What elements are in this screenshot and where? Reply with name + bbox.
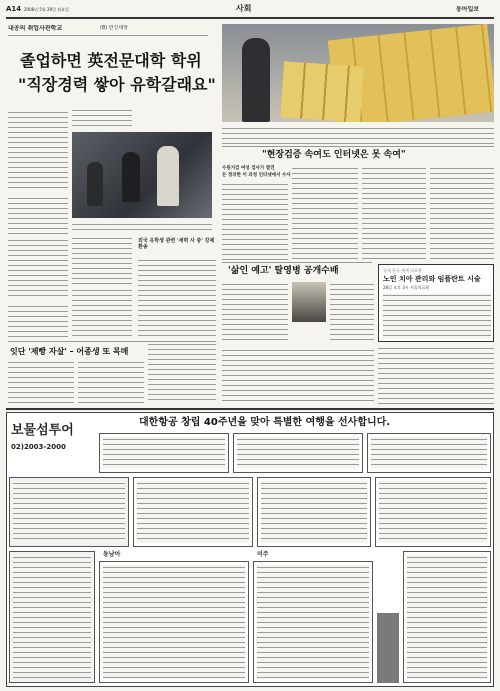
travel-headline: 대한항공 창립 40주년을 맞아 특별한 여행을 선사합니다. bbox=[139, 417, 391, 428]
lead-photo bbox=[72, 132, 212, 218]
lead-kicker: 내공의 취업사관학교 bbox=[8, 25, 63, 32]
mid-col-c bbox=[72, 288, 132, 338]
story4-body-3 bbox=[148, 342, 216, 404]
story2-headline: '삶인 예고' 탈영병 공개수배 bbox=[228, 266, 339, 276]
story3-body bbox=[138, 258, 216, 338]
lead-photo-figure bbox=[87, 162, 103, 206]
travel-phone: 02)2003-2000 bbox=[11, 443, 66, 451]
ad-cell bbox=[133, 477, 253, 547]
banknote-sheet bbox=[280, 61, 364, 122]
ad-cell bbox=[257, 477, 371, 547]
mid-col-d bbox=[8, 304, 68, 338]
ad-cell bbox=[367, 433, 491, 473]
ad-cell bbox=[375, 477, 491, 547]
mid-col-a bbox=[72, 236, 132, 284]
sidebar-body-3 bbox=[362, 166, 426, 260]
lead-kicker-rule bbox=[8, 35, 208, 36]
lead-body-col1b bbox=[8, 196, 68, 234]
issue-date: 2006년 5월 29일 월요일 bbox=[24, 7, 69, 12]
lead-photo-figure bbox=[122, 152, 140, 202]
sidebar-subhead1: 수원지검 여성 검사가 발견 bbox=[222, 166, 275, 171]
money-caption-lines bbox=[222, 126, 494, 144]
story2-rule bbox=[222, 262, 372, 263]
section-name: 사회 bbox=[236, 4, 252, 13]
story4-body-1 bbox=[8, 360, 74, 404]
dental-ad-title: 노인 치아 관리와 임플란트 시술 bbox=[383, 275, 481, 283]
story4-body-2 bbox=[78, 360, 144, 404]
dental-ad-kicker: 국제 한국·세계 의료원 bbox=[383, 268, 422, 273]
paper-name: 동아일보 bbox=[456, 6, 480, 13]
travel-brand-name: 보물섬투어 bbox=[11, 423, 74, 438]
sidebar-body-4 bbox=[430, 166, 494, 260]
sidebar-body-2 bbox=[292, 166, 358, 260]
travel-ad bbox=[6, 412, 494, 687]
lead-kicker2: (8) 한신대학 bbox=[100, 25, 128, 31]
bottom-mid-body bbox=[222, 348, 374, 404]
money-photo-person bbox=[242, 38, 270, 122]
masthead-rule bbox=[6, 17, 494, 19]
bottom-right-body bbox=[378, 346, 494, 404]
money-photo bbox=[222, 24, 494, 122]
ad-cell bbox=[233, 433, 363, 473]
ad-cell bbox=[9, 477, 129, 547]
ad-cell bbox=[99, 433, 229, 473]
ad-cell bbox=[9, 551, 95, 683]
mid-col-b bbox=[8, 238, 68, 300]
lead-headline-1: 졸업하면 英전문대학 학위 bbox=[20, 51, 202, 70]
masthead bbox=[6, 4, 494, 16]
ad-cell bbox=[403, 551, 491, 683]
lead-body-col2 bbox=[72, 108, 132, 128]
story2-body-1 bbox=[222, 282, 288, 344]
story2-body-2 bbox=[330, 282, 374, 344]
story3-headline: 외국 유학생 관련 '세력 사 중' 강제 환송 bbox=[138, 238, 215, 250]
lead-photo-caption-lines bbox=[72, 222, 212, 232]
sidebar-body-1 bbox=[222, 182, 288, 260]
sidebar-subhead2: 돈 정리한 이 과정 인터넷에서 수사 bbox=[222, 173, 291, 178]
ad-cell bbox=[253, 561, 373, 683]
wanted-photo bbox=[292, 282, 326, 322]
ad-row2-label-left: 동남아 bbox=[103, 551, 121, 558]
travel-brand-block bbox=[9, 415, 95, 473]
money-rule bbox=[222, 146, 494, 147]
ad-accent-strip bbox=[377, 613, 399, 683]
ad-cell bbox=[99, 561, 249, 683]
ad-row2-label-right: 미주 bbox=[257, 551, 269, 558]
dental-ad-body bbox=[383, 293, 491, 339]
page-number: A14 bbox=[6, 5, 22, 13]
dental-ad-subtitle: 28일 오후 3시 서울의료원 bbox=[383, 285, 430, 290]
lead-body-col1 bbox=[8, 110, 68, 190]
dental-ad bbox=[378, 264, 494, 342]
sidebar-headline: "현장검증 속여도 인터넷은 못 속여" bbox=[262, 150, 406, 160]
ad-top-rule bbox=[6, 408, 494, 410]
lead-headline-2: "직장경력 쌓아 유학갈래요" bbox=[18, 75, 216, 94]
story4-headline: 잇단 '제빵 자살' – 어종생 또 목매 bbox=[10, 346, 129, 356]
lead-kicker-box bbox=[8, 24, 208, 34]
lead-photo-figure bbox=[157, 146, 179, 206]
